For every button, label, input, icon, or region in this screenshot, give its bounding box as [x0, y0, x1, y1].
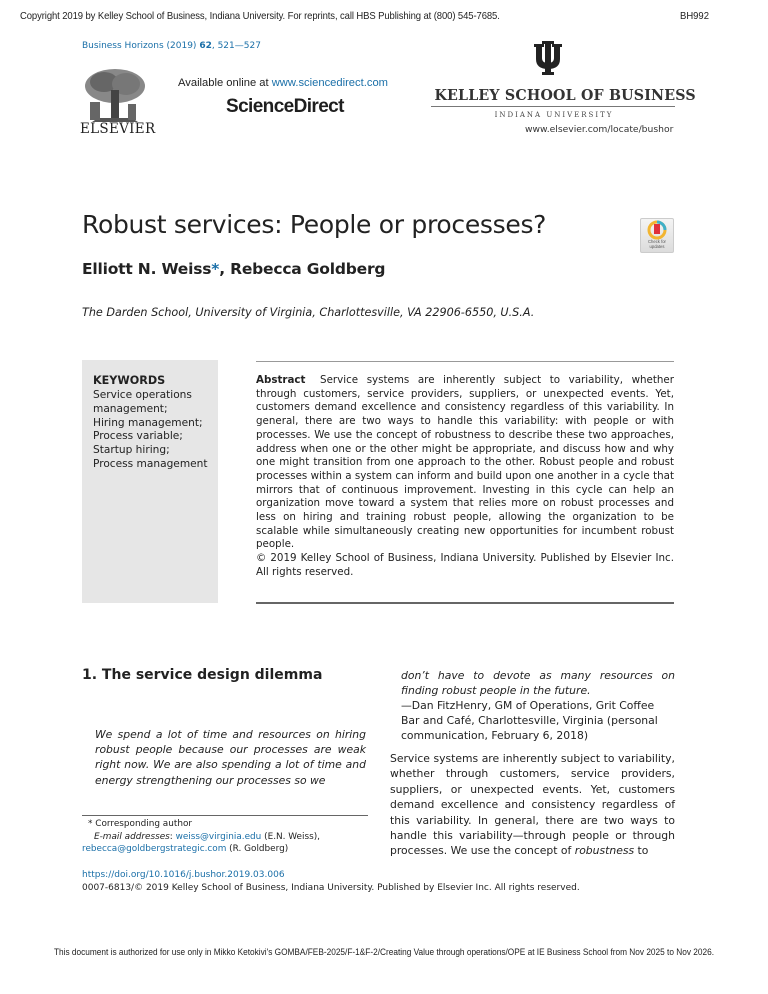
section-heading: 1. The service design dilemma — [82, 667, 323, 683]
epigraph-quote: We spend a lot of time and resources on hiring robust people because our processes are weak right now. We are also spending a lot of time and energy strengthening our processes so we — [95, 728, 366, 787]
keyword-item: management; — [93, 402, 168, 415]
author-goldberg: Rebecca Goldberg — [230, 260, 386, 278]
abstract-text: Service systems are inherently subject to variability, whether through customers, service providers, suppliers, or unexpected events. Yet, customers demand excellence and consistency regardless of this variability. In general, there are two ways to handle this variability: with people or with processes. We use the concept of robustness to describe these two approaches, address when one or the other might be appropriate, and discuss how and why one might transition from one approach to the other. Robust people and robust processes within a system can inform and build upon one another in a cycle that mirrors that of continuous improvement. Investing in this cycle can help an organization move toward a system that relies more on robust processes and less on hiring and training robust people, allowing the organization to be scalable while simultaneously creating new opportunities for incumbent robust people. — [256, 374, 674, 551]
email-goldberg-name: (R. Goldberg) — [226, 844, 289, 854]
keywords-heading: KEYWORDS — [93, 374, 166, 387]
logo-divider — [431, 106, 675, 107]
email-goldberg-link[interactable]: rebecca@goldbergstrategic.com — [82, 844, 227, 854]
copyright-notice: Copyright 2019 by Kelley School of Business, Indiana University. For reprints, call HBS Publishing at (800) 545-7685. — [20, 11, 500, 22]
abstract-bottom-rule — [256, 602, 674, 604]
available-online-label: Available online at — [178, 77, 272, 89]
keyword-item: Hiring management; — [93, 416, 203, 429]
svg-text:Check for: Check for — [648, 239, 666, 244]
sciencedirect-logo: ScienceDirect — [226, 96, 344, 117]
epigraph-attribution: —Dan FitzHenry, GM of Operations, Grit Coffee Bar and Café, Charlottesville, Virginia (personal communication, February 6, 2018) — [401, 699, 658, 743]
keyword-item: Process management — [93, 457, 208, 470]
keyword-item: Process variable; — [93, 430, 183, 443]
keywords-list — [93, 389, 208, 472]
journal-reference[interactable] — [82, 41, 261, 51]
email-label: E-mail addresses — [94, 831, 170, 842]
author-affiliation: The Darden School, University of Virginia, Charlottesville, VA 22906-6550, U.S.A. — [82, 306, 535, 319]
keyword-item: Startup hiring; — [93, 444, 170, 457]
corresponding-author-marker[interactable]: * — [211, 260, 220, 278]
body-text-start: Service systems are inherently subject to variability, whether through customers, service providers, suppliers, or unexpected events. Yet, customers demand excellence and consistency regardless of this variability. In general, there are two ways to handle this variability—through people or through processes. We use the concept of — [390, 752, 675, 858]
abstract — [256, 374, 674, 580]
body-text-emphasis: robustness — [574, 844, 635, 858]
journal-pages: , 521—527 — [211, 41, 261, 51]
issn-copyright-line: 0007-6813/© 2019 Kelley School of Business, Indiana University. Published by Elsevier Inc. All rights reserved. — [82, 883, 580, 893]
body-paragraph — [390, 751, 675, 859]
authorization-notice: This document is authorized for use only in Mikko Ketokivi's GOMBA/FEB-2025/F-1&F-2/Creating Value through operations/OPE at IE Business School from Nov 2025 to Nov 2026. — [53, 947, 715, 957]
kelley-school-wordmark: KELLEY SCHOOL OF BUSINESS — [434, 87, 696, 104]
check-for-updates-button[interactable] — [640, 218, 674, 253]
sciencedirect-link[interactable]: www.sciencedirect.com — [271, 77, 388, 89]
svg-text:updates: updates — [649, 244, 665, 249]
elsevier-wordmark: ELSEVIER — [80, 121, 156, 137]
author-list — [82, 260, 385, 278]
author-separator: , — [219, 260, 231, 278]
crossmark-icon — [641, 219, 673, 252]
journal-homepage-link[interactable]: www.elsevier.com/locate/bushor — [525, 124, 674, 135]
footnote-marker: * — [88, 819, 93, 829]
email-weiss-link[interactable]: weiss@virginia.edu — [175, 831, 262, 842]
footnote-corresponding: Corresponding author — [95, 819, 193, 829]
footnote-rule — [82, 815, 368, 816]
journal-name: Business Horizons (2019) — [82, 41, 197, 51]
body-text-end: to — [634, 844, 649, 858]
available-online — [178, 77, 388, 89]
doi-link[interactable]: https://doi.org/10.1016/j.bushor.2019.03.006 — [82, 870, 285, 880]
abstract-top-rule — [256, 361, 674, 362]
article-title: Robust services: People or processes? — [82, 210, 547, 239]
indiana-university-label: INDIANA UNIVERSITY — [494, 111, 614, 119]
journal-volume: 62 — [199, 41, 212, 51]
abstract-copyright: © 2019 Kelley School of Business, Indiana University. Published by Elsevier Inc. All rights reserved. — [256, 552, 674, 578]
footnote: * Corresponding author E-mail addresses: weiss@virginia.edu (E.N. Weiss), rebecca@goldbergstrategic.com (R. Goldberg) — [82, 819, 321, 854]
case-id: BH992 — [680, 11, 709, 22]
email-weiss-name: (E.N. Weiss), — [261, 831, 321, 842]
abstract-label: Abstract — [256, 374, 306, 386]
keyword-item: Service operations — [93, 389, 192, 401]
author-weiss: Elliott N. Weiss — [82, 260, 212, 278]
iu-trident-logo — [534, 41, 562, 75]
epigraph-quote-continued: don’t have to devote as many resources on finding robust people in the future. — [401, 669, 675, 698]
